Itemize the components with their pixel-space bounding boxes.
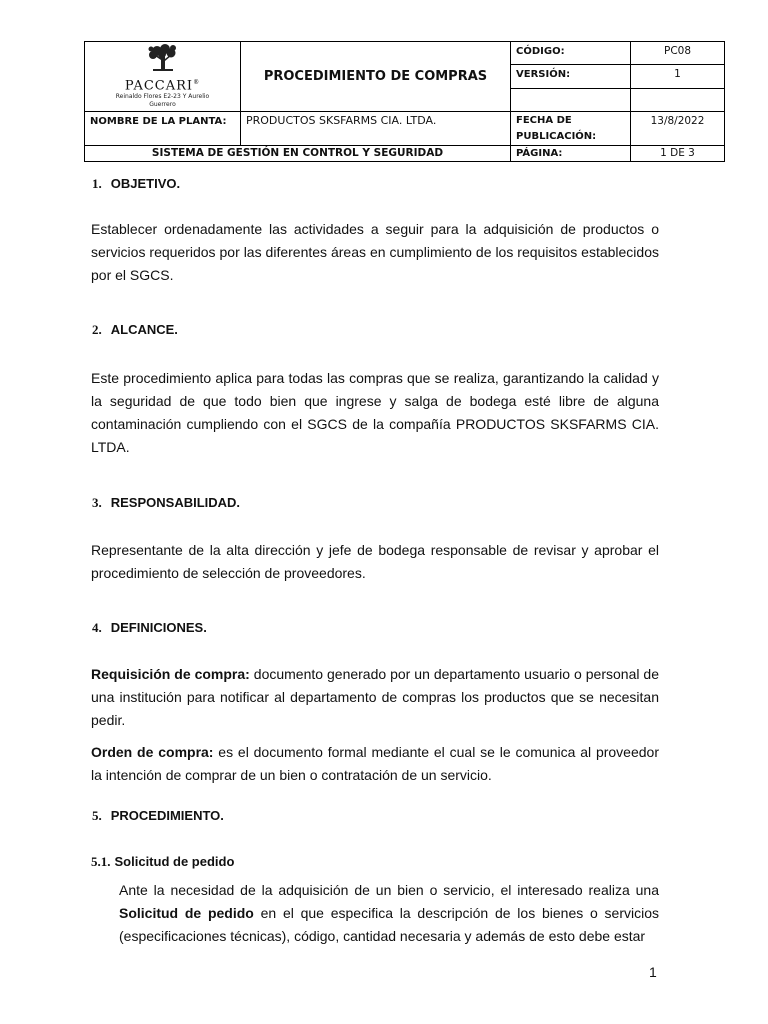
subsection-heading-solicitud: 5.1. Solicitud de pedido <box>91 854 235 869</box>
document-title: PROCEDIMIENTO DE COMPRAS <box>241 42 511 112</box>
subsection-text-solicitud: Ante la necesidad de la adquisición de un bien o servicio, el interesado realiza una Solicitud de pedido en el que especifica la descripción de los bienes o servicios (especificaciones técnicas), código, cantidad necesaria y además de esto debe estar <box>119 882 659 944</box>
company-logo <box>85 42 241 112</box>
definition-term: Requisición de compra: <box>91 666 250 682</box>
tree-logo-icon <box>143 44 183 72</box>
codigo-value: PC08 <box>631 42 725 65</box>
section-heading-objetivo: 1. OBJETIVO. <box>92 176 181 191</box>
fecha-label: FECHA DE PUBLICACIÓN: <box>511 112 631 146</box>
brand-name: PACCARI® <box>124 78 201 94</box>
codigo-label: CÓDIGO: <box>511 42 631 65</box>
section-heading-alcance: 2. ALCANCE. <box>92 322 178 337</box>
fecha-value: 13/8/2022 <box>631 112 725 146</box>
definition-requisicion: Requisición de compra: documento generado por un departamento usuario o personal de una institución para notificar al departamento de compras los productos que se necesitan pedir. <box>91 666 659 728</box>
section-heading-responsabilidad: 3. RESPONSABILIDAD. <box>92 495 241 510</box>
definition-orden: Orden de compra: es el documento formal mediante el cual se le comunica al proveedor la intención de comprar de un bien o contratación de un servicio. <box>91 744 659 783</box>
version-label: VERSIÓN: <box>511 65 631 88</box>
definition-term: Orden de compra: <box>91 744 214 760</box>
version-value: 1 <box>631 65 725 88</box>
section-text-objetivo: Establecer ordenadamente las actividades a seguir para la adquisición de productos o servicios requeridos por las diferentes áreas en cumplimiento de los requisitos establecidos por el SGCS. <box>91 221 659 283</box>
plant-value: PRODUCTOS SKSFARMS CIA. LTDA. <box>241 112 511 146</box>
section-text-responsabilidad: Representante de la alta dirección y jefe de bodega responsable de revisar y aprobar el procedimiento de selección de proveedores. <box>91 542 659 581</box>
page-number: 1 <box>649 964 657 980</box>
company-address-line1: Reinaldo Flores E2-23 Y Aurelio <box>115 93 210 101</box>
plant-label: NOMBRE DE LA PLANTA: <box>85 112 241 146</box>
system-label: SISTEMA DE GESTIÓN EN CONTROL Y SEGURIDAD <box>85 146 511 162</box>
section-text-alcance: Este procedimiento aplica para todas las compras que se realiza, garantizando la calidad y la seguridad de que todo bien que ingrese y salga de bodega esté libre de alguna contaminación cumpliendo con el SGCS de la compañía PRODUCTOS SKSFARMS CIA. LTDA. <box>91 370 659 455</box>
company-address-line2: Guerrero <box>149 101 176 109</box>
document-header-table <box>84 41 725 162</box>
pagina-value: 1 DE 3 <box>631 146 725 162</box>
pagina-label: PÁGINA: <box>511 146 631 162</box>
section-heading-procedimiento: 5. PROCEDIMIENTO. <box>92 808 224 823</box>
section-heading-definiciones: 4. DEFINICIONES. <box>92 620 207 635</box>
